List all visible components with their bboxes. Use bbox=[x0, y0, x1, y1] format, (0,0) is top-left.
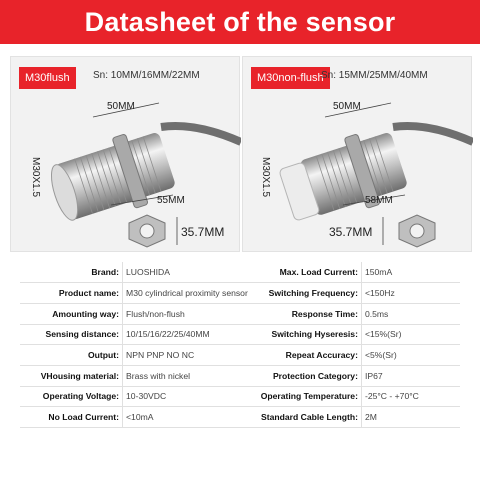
nonflush-sensing-distance: Sn: 15MM/25MM/40MM bbox=[321, 70, 428, 81]
cable-icon bbox=[393, 126, 473, 142]
nonflush-tag: M30non-flush bbox=[251, 67, 330, 89]
spec-key: Switching Hyseresis: bbox=[251, 324, 362, 345]
flush-dim-nut: 35.7MM bbox=[181, 225, 225, 239]
nonflush-sensor-drawing bbox=[243, 57, 473, 253]
spec-key: Brand: bbox=[20, 262, 123, 283]
flush-sensor-drawing bbox=[11, 57, 241, 253]
spec-key: Sensing distance: bbox=[20, 324, 123, 345]
flush-dim-bottom: 55MM bbox=[157, 195, 185, 206]
spec-value: M30 cylindrical proximity sensor bbox=[123, 283, 251, 304]
spec-value: LUOSHIDA bbox=[123, 262, 251, 283]
nonflush-dim-nut: 35.7MM bbox=[329, 225, 373, 239]
table-row bbox=[20, 407, 460, 428]
spec-value: 10/15/16/22/25/40MM bbox=[123, 324, 251, 345]
spec-key: Response Time: bbox=[251, 303, 362, 324]
title-banner bbox=[0, 0, 480, 44]
spec-key: Switching Frequency: bbox=[251, 283, 362, 304]
spec-key: VHousing material: bbox=[20, 365, 123, 386]
flush-dim-side: M30X1.5 bbox=[30, 157, 41, 198]
spec-key: Max. Load Current: bbox=[251, 262, 362, 283]
flush-tag: M30flush bbox=[19, 67, 76, 89]
spec-key: Protection Category: bbox=[251, 365, 362, 386]
cable-icon bbox=[161, 126, 241, 142]
spec-key: Operating Voltage: bbox=[20, 386, 123, 407]
table-row bbox=[20, 324, 460, 345]
spec-value: 150mA bbox=[361, 262, 460, 283]
table-row bbox=[20, 283, 460, 304]
table-row bbox=[20, 365, 460, 386]
nonflush-dim-top: 50MM bbox=[333, 101, 361, 112]
nonflush-dim-side: M30X1.5 bbox=[260, 157, 271, 198]
table-row bbox=[20, 345, 460, 366]
spec-value: Flush/non-flush bbox=[123, 303, 251, 324]
table-row bbox=[20, 262, 460, 283]
spec-key: Repeat Accuracy: bbox=[251, 345, 362, 366]
spec-value: <150Hz bbox=[361, 283, 460, 304]
spec-key: Product name: bbox=[20, 283, 123, 304]
nonflush-sensor-panel bbox=[242, 56, 472, 252]
flush-dim-top: 50MM bbox=[107, 101, 135, 112]
spec-value: <15%(Sr) bbox=[361, 324, 460, 345]
spec-value: 2M bbox=[361, 407, 460, 428]
spec-value: -25°C - +70°C bbox=[361, 386, 460, 407]
spec-key: Amounting way: bbox=[20, 303, 123, 324]
spec-value: Brass with nickel bbox=[123, 365, 251, 386]
flush-sensor-panel bbox=[10, 56, 240, 252]
spec-value: <10mA bbox=[123, 407, 251, 428]
spec-key: No Load Current: bbox=[20, 407, 123, 428]
spec-key: Standard Cable Length: bbox=[251, 407, 362, 428]
table-row bbox=[20, 303, 460, 324]
flush-sensing-distance: Sn: 10MM/16MM/22MM bbox=[93, 70, 200, 81]
table-row bbox=[20, 386, 460, 407]
spec-table bbox=[20, 262, 460, 428]
page-title: Datasheet of the sensor bbox=[84, 6, 396, 37]
spec-value: NPN PNP NO NC bbox=[123, 345, 251, 366]
spec-value: IP67 bbox=[361, 365, 460, 386]
spec-key: Output: bbox=[20, 345, 123, 366]
spec-value: <5%(Sr) bbox=[361, 345, 460, 366]
spec-key: Operating Temperature: bbox=[251, 386, 362, 407]
nonflush-dim-bottom: 58MM bbox=[365, 195, 393, 206]
spec-value: 0.5ms bbox=[361, 303, 460, 324]
spec-value: 10-30VDC bbox=[123, 386, 251, 407]
